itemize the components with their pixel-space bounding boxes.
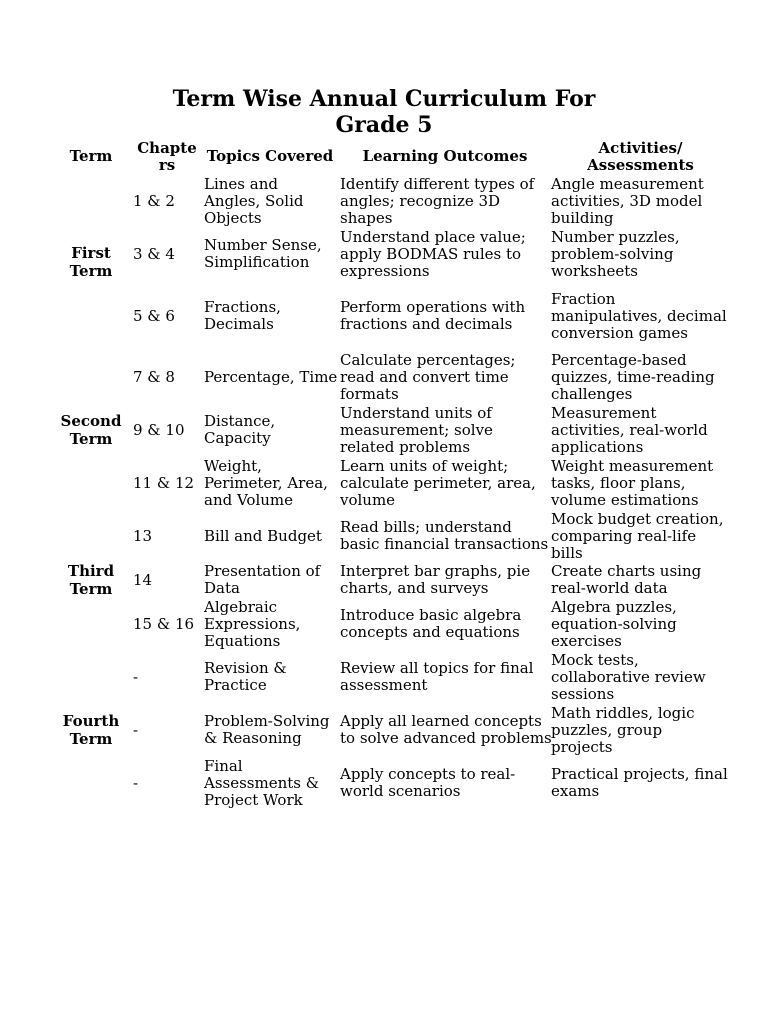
row-9-topics: Revision & Practice xyxy=(204,659,287,694)
title-line-1: Term Wise Annual Curriculum For xyxy=(172,86,596,112)
header-outcomes: Learning Outcomes xyxy=(362,147,528,165)
row-3-topics: Percentage, Time xyxy=(204,367,338,386)
row-0-activities: Angle measurement activities, 3D model building xyxy=(551,174,704,227)
row-4-activities: Measurement activities, real-world applications xyxy=(551,403,708,456)
row-5-topics: Weight, Perimeter, Area, and Volume xyxy=(204,456,328,509)
row-1-topics: Number Sense, Simplification xyxy=(204,236,322,271)
row-7-outcomes: Interpret bar graphs, pie charts, and surveys xyxy=(340,562,531,597)
row-7-topics: Presentation of Data xyxy=(204,562,321,597)
page-title xyxy=(0,86,768,138)
term-second-line-2: Term xyxy=(69,430,113,448)
term-label-first xyxy=(55,244,127,280)
term-label-second xyxy=(55,412,127,448)
header-activities-line-1: Activities/ xyxy=(598,139,683,157)
row-9-chapters: - xyxy=(133,667,139,686)
row-2-outcomes: Perform operations with fractions and decimals xyxy=(340,298,526,333)
row-8-activities: Algebra puzzles, equation-solving exercises xyxy=(551,597,677,650)
term-first-line-1: First xyxy=(71,244,111,262)
row-5-chapters: 11 & 12 xyxy=(133,473,195,492)
row-9-activities: Mock tests, collaborative review sessions xyxy=(551,650,706,703)
header-chapters-line-2: rs xyxy=(158,156,176,174)
term-second-line-1: Second xyxy=(60,412,122,430)
row-0-outcomes: Identify different types of angles; recognize 3D shapes xyxy=(340,174,535,227)
row-5-outcomes: Learn units of weight; calculate perimeter, area, volume xyxy=(340,456,536,509)
header-chapters-line-1: Chapte xyxy=(137,139,197,157)
row-6-chapters: 13 xyxy=(133,526,153,545)
title-line-2: Grade 5 xyxy=(335,112,433,138)
row-2-activities: Fraction manipulatives, decimal conversion games xyxy=(551,289,727,342)
term-fourth-line-2: Term xyxy=(69,730,113,748)
term-fourth-line-1: Fourth xyxy=(62,712,120,730)
term-first-line-2: Term xyxy=(69,262,113,280)
row-5-activities: Weight measurement tasks, floor plans, volume estimations xyxy=(551,456,714,509)
row-10-outcomes: Apply all learned concepts to solve advanced problems xyxy=(340,712,552,747)
header-topics: Topics Covered xyxy=(206,147,334,165)
row-4-outcomes: Understand units of measurement; solve related problems xyxy=(340,403,493,456)
row-11-activities: Practical projects, final exams xyxy=(551,765,728,800)
row-4-topics: Distance, Capacity xyxy=(204,412,276,447)
term-label-fourth xyxy=(55,712,127,748)
row-3-chapters: 7 & 8 xyxy=(133,367,175,386)
row-2-topics: Fractions, Decimals xyxy=(204,298,281,333)
row-6-topics: Bill and Budget xyxy=(204,526,322,545)
row-0-chapters: 1 & 2 xyxy=(133,191,175,210)
row-10-activities: Math riddles, logic puzzles, group projects xyxy=(551,703,695,756)
header-term: Term xyxy=(69,147,113,165)
row-10-chapters: - xyxy=(133,720,139,739)
row-1-activities: Number puzzles, problem-solving worksheets xyxy=(551,227,680,280)
term-third-line-2: Term xyxy=(69,580,113,598)
term-label-third xyxy=(55,562,127,598)
row-1-outcomes: Understand place value; apply BODMAS rules to expressions xyxy=(340,227,526,280)
row-11-outcomes: Apply concepts to real-world scenarios xyxy=(340,765,516,800)
row-3-activities: Percentage-based quizzes, time-reading challenges xyxy=(551,350,715,403)
header-chapters xyxy=(131,140,203,174)
term-third-line-1: Third xyxy=(67,562,115,580)
row-11-chapters: - xyxy=(133,773,139,792)
row-7-chapters: 14 xyxy=(133,570,153,589)
row-2-chapters: 5 & 6 xyxy=(133,306,175,325)
row-3-outcomes: Calculate percentages; read and convert time formats xyxy=(340,350,516,403)
row-10-topics: Problem-Solving & Reasoning xyxy=(204,712,330,747)
row-1-chapters: 3 & 4 xyxy=(133,244,175,263)
header-activities xyxy=(553,140,728,174)
row-9-outcomes: Review all topics for final assessment xyxy=(340,659,534,694)
row-7-activities: Create charts using real-world data xyxy=(551,562,702,597)
row-0-topics: Lines and Angles, Solid Objects xyxy=(204,174,304,227)
row-8-topics: Algebraic Expressions, Equations xyxy=(204,597,301,650)
row-8-chapters: 15 & 16 xyxy=(133,614,195,633)
row-6-activities: Mock budget creation, comparing real-life bills xyxy=(551,509,724,562)
header-activities-line-2: Assessments xyxy=(587,156,694,174)
row-6-outcomes: Read bills; understand basic financial transactions xyxy=(340,518,549,553)
row-4-chapters: 9 & 10 xyxy=(133,420,185,439)
row-11-topics: Final Assessments & Project Work xyxy=(204,756,320,809)
row-8-outcomes: Introduce basic algebra concepts and equations xyxy=(340,606,522,641)
